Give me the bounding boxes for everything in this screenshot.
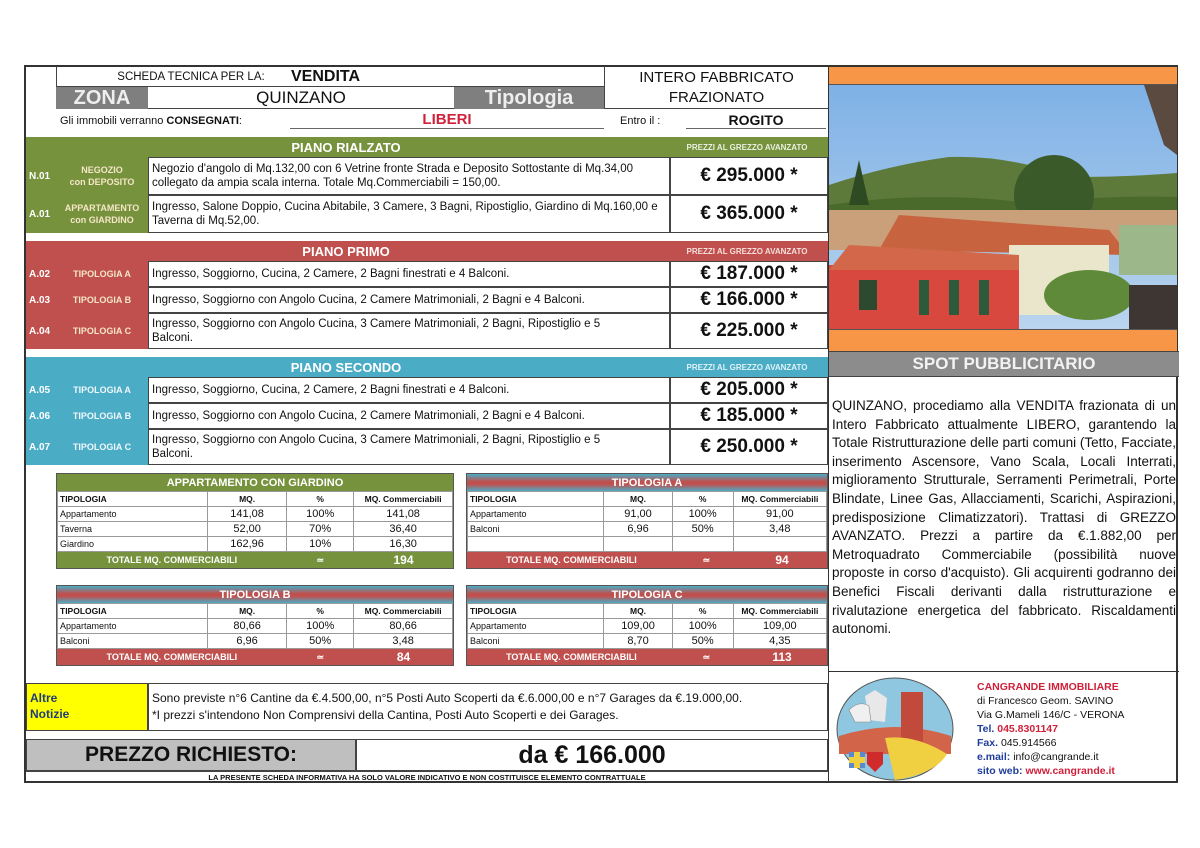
- section-piano-rialzato: [26, 137, 828, 157]
- unit-description: Ingresso, Soggiorno con Angolo Cucina, 2 Camere Matrimoniali, 2 Bagni e 4 Balconi.: [148, 287, 670, 313]
- cell: 52,00: [208, 522, 287, 537]
- total-value: 84: [396, 650, 411, 664]
- unit-code: N.01: [29, 170, 51, 182]
- unit-price: € 295.000 *: [670, 157, 828, 195]
- mq-table: [57, 491, 453, 552]
- cell: 70%: [287, 522, 354, 537]
- col-header: %: [287, 492, 354, 507]
- total-value: 194: [393, 553, 414, 567]
- table-appartamento-giardino: [56, 473, 454, 569]
- agency-email: [977, 750, 1124, 764]
- total-row: [467, 552, 827, 568]
- unit-description: Ingresso, Soggiorno, Cucina, 2 Camere, 2 Bagni finestrati e 4 Balconi.: [148, 377, 670, 403]
- approx-sign: ≃: [316, 651, 325, 662]
- prezzo-richiesto-label: PREZZO RICHIESTO:: [26, 739, 356, 771]
- tel-label: Tel.: [977, 723, 995, 735]
- cell: 6,96: [208, 634, 287, 649]
- zona-label: ZONA: [56, 87, 148, 109]
- cell: [468, 537, 604, 552]
- prezzo-richiesto-value: da € 166.000: [356, 739, 828, 771]
- unit-row-n01: [26, 157, 828, 195]
- left-panel: [26, 67, 828, 781]
- altre-line2: Notizie: [30, 707, 70, 721]
- cell: 80,66: [354, 619, 453, 634]
- prices-label: PREZZI AL GREZZO AVANZATO: [686, 362, 808, 372]
- unit-type: TIPOLOGIA B: [72, 411, 132, 421]
- web-label: sito web:: [977, 765, 1023, 777]
- col-header: TIPOLOGIA: [468, 492, 604, 507]
- disclaimer: LA PRESENTE SCHEDA INFORMATIVA HA SOLO VALORE INDICATIVO E NON COSTITUISCE ELEMENTO CONTRATTUALE: [26, 771, 828, 783]
- total-label: TOTALE MQ. COMMERCIABILI: [506, 555, 637, 565]
- cell: [672, 537, 733, 552]
- unit-type: TIPOLOGIA C: [72, 442, 132, 452]
- table-row: [58, 634, 453, 649]
- cell: 109,00: [733, 619, 826, 634]
- agency-owner: di Francesco Geom. SAVINO: [977, 695, 1114, 707]
- section-title: PIANO SECONDO: [290, 359, 402, 375]
- table-header-row: [58, 492, 453, 507]
- cell: 100%: [287, 507, 354, 522]
- cell: [733, 537, 826, 552]
- table-tipologia-c: [466, 585, 828, 666]
- col-header: %: [672, 492, 733, 507]
- unit-row-a04: [26, 313, 828, 349]
- entro-label: Entro il :: [620, 115, 661, 127]
- table-row: [58, 537, 453, 552]
- approx-sign: ≃: [316, 554, 325, 565]
- unit-price: € 185.000 *: [670, 403, 828, 429]
- scheda-label: SCHEDA TECNICA PER LA:: [117, 70, 265, 83]
- mq-table: [57, 603, 453, 649]
- table-title: TIPOLOGIA A: [467, 474, 827, 491]
- fax-label: Fax.: [977, 737, 999, 749]
- unit-price: € 187.000 *: [670, 261, 828, 287]
- consegna-row: [56, 109, 828, 133]
- cell: 10%: [287, 537, 354, 552]
- total-label: TOTALE MQ. COMMERCIABILI: [106, 652, 238, 662]
- unit-type-line1: NEGOZIO: [81, 165, 123, 175]
- prices-label: PREZZI AL GREZZO AVANZATO: [686, 142, 808, 152]
- unit-description: Ingresso, Salone Doppio, Cucina Abitabile, 3 Camere, 3 Bagni, Ripostiglio, Giardino di Mq.160,00 e Taverna di Mq.52,00.: [148, 195, 670, 233]
- web-link[interactable]: www.cangrande.it: [1025, 765, 1115, 777]
- total-label: TOTALE MQ. COMMERCIABILI: [506, 652, 637, 662]
- unit-row-a01: [26, 195, 828, 233]
- unit-code: A.03: [29, 294, 51, 306]
- unit-row-a05: [26, 377, 828, 403]
- photo-illustration: [829, 85, 1177, 329]
- col-header: MQ. Commerciabili: [733, 492, 826, 507]
- table-row: [58, 507, 453, 522]
- zona-value: QUINZANO: [148, 87, 454, 109]
- cell: Appartamento: [58, 619, 208, 634]
- col-header: MQ. Commerciabili: [733, 604, 826, 619]
- unit-price: € 205.000 *: [670, 377, 828, 403]
- col-header: MQ.: [604, 492, 672, 507]
- consegnati-colon: :: [238, 115, 242, 127]
- unit-description: Negozio d'angolo di Mq.132,00 con 6 Vetrine fronte Strada e Deposito Sottostante di Mq.34,00 collegato da ampia scala interna. Totale Mq.Commerciabili = 150,00.: [148, 157, 670, 195]
- unit-code: A.04: [29, 325, 51, 337]
- agency-tel: [977, 722, 1124, 736]
- entro-value: ROGITO: [686, 111, 826, 129]
- unit-type: [56, 195, 148, 233]
- consegnati-prefix: Gli immobili verranno: [60, 115, 167, 127]
- agency-info: [977, 680, 1124, 778]
- scheda-row: [56, 67, 604, 87]
- altre-text-line2: *I prezzi s'intendono Non Comprensivi della Cantina, Posti Auto Scoperti e dei Garages.: [152, 708, 619, 722]
- table-tipologia-a: [466, 473, 828, 569]
- table-header-row: [468, 604, 827, 619]
- altre-text-line1: Sono previste n°6 Cantine da €.4.500,00, n°5 Posti Auto Scoperti da €.6.000,00 e n°7 Garages da €.19.000,00.: [152, 691, 743, 705]
- unit-type: TIPOLOGIA A: [73, 385, 131, 395]
- tipologia-line2: FRAZIONATO: [668, 88, 765, 106]
- cell: 50%: [672, 634, 733, 649]
- table-title: TIPOLOGIA B: [57, 586, 453, 603]
- cell: 8,70: [604, 634, 672, 649]
- unit-row-a02: [26, 261, 828, 287]
- total-value: 113: [772, 650, 792, 664]
- scheda-value: VENDITA: [291, 67, 361, 85]
- table-row: [468, 537, 827, 552]
- unit-type-line2: con GIARDINO: [70, 215, 134, 225]
- cell: 100%: [672, 619, 733, 634]
- cell: 91,00: [733, 507, 826, 522]
- unit-description: Ingresso, Soggiorno con Angolo Cucina, 3 Camere Matrimoniali, 2 Bagni, Ripostiglio e 5 Balconi.: [148, 313, 670, 349]
- cell: 50%: [672, 522, 733, 537]
- unit-type: TIPOLOGIA B: [72, 295, 132, 305]
- unit-code: A.05: [29, 384, 51, 396]
- cell: Appartamento: [58, 507, 208, 522]
- col-header: %: [672, 604, 733, 619]
- consegnati-label: [60, 115, 242, 127]
- total-row: [467, 649, 827, 665]
- tipologia-value: [604, 67, 828, 109]
- total-value: 94: [775, 553, 789, 567]
- cell: 80,66: [208, 619, 287, 634]
- table-header-row: [468, 492, 827, 507]
- cell: Balconi: [58, 634, 208, 649]
- altre-notizie-text: [148, 683, 828, 731]
- col-header: TIPOLOGIA: [58, 492, 208, 507]
- fax-value: 045.914566: [1000, 737, 1057, 749]
- mq-table: [467, 491, 827, 552]
- prices-label: PREZZI AL GREZZO AVANZATO: [686, 246, 808, 256]
- tipologia-line1: INTERO FABBRICATO: [639, 68, 794, 86]
- unit-type-line2: con DEPOSITO: [69, 177, 135, 187]
- cell: Balconi: [468, 634, 604, 649]
- mq-table: [467, 603, 827, 649]
- table-title: TIPOLOGIA C: [467, 586, 827, 603]
- cell: 36,40: [354, 522, 453, 537]
- unit-description: Ingresso, Soggiorno, Cucina, 2 Camere, 2 Bagni finestrati e 4 Balconi.: [148, 261, 670, 287]
- col-header: MQ. Commerciabili: [354, 492, 453, 507]
- unit-type: TIPOLOGIA C: [72, 326, 132, 336]
- agency-web: [977, 764, 1124, 778]
- consegnati-value: LIBERI: [290, 111, 604, 129]
- unit-price: € 225.000 *: [670, 313, 828, 349]
- unit-price: € 250.000 *: [670, 429, 828, 465]
- orange-band-bottom: [829, 329, 1177, 351]
- cell: 141,08: [208, 507, 287, 522]
- unit-price: € 365.000 *: [670, 195, 828, 233]
- cell: 109,00: [604, 619, 672, 634]
- cell: 50%: [287, 634, 354, 649]
- total-label: TOTALE MQ. COMMERCIABILI: [106, 555, 238, 565]
- tel-value: 045.8301147: [997, 723, 1058, 735]
- cell: 4,35: [733, 634, 826, 649]
- right-panel: [828, 67, 1178, 781]
- col-header: %: [287, 604, 354, 619]
- email-label: e.mail:: [977, 751, 1011, 763]
- altre-notizie-label: [26, 683, 148, 731]
- agency-contact: [829, 671, 1179, 785]
- table-row: [58, 619, 453, 634]
- approx-sign: ≃: [702, 651, 711, 662]
- cell: Appartamento: [468, 507, 604, 522]
- col-header: MQ.: [208, 492, 287, 507]
- col-header: TIPOLOGIA: [468, 604, 604, 619]
- col-header: MQ. Commerciabili: [354, 604, 453, 619]
- table-row: [468, 619, 827, 634]
- table-row: [468, 522, 827, 537]
- cell: 141,08: [354, 507, 453, 522]
- unit-code: A.01: [29, 208, 51, 220]
- table-row: [58, 522, 453, 537]
- cell: 91,00: [604, 507, 672, 522]
- unit-row-a03: [26, 287, 828, 313]
- agency-fax: [977, 736, 1124, 750]
- spot-title: SPOT PUBBLICITARIO: [829, 351, 1179, 377]
- tipologia-label: Tipologia: [454, 87, 604, 109]
- unit-description: Ingresso, Soggiorno con Angolo Cucina, 3 Camere Matrimoniali, 2 Bagni, Ripostiglio e 5 Balconi.: [148, 429, 670, 465]
- orange-band-top: [829, 67, 1177, 85]
- total-row: [57, 649, 453, 665]
- agency-logo: [835, 676, 955, 782]
- unit-type: TIPOLOGIA A: [73, 269, 131, 279]
- scheda-tecnica: [24, 65, 1178, 783]
- cell: Balconi: [468, 522, 604, 537]
- spot-text: QUINZANO, procediamo alla VENDITA frazionata di un Intero Fabbricato attualmente LIBERO, garantendo la Totale Ristrutturazione delle parti comuni (Tetto, Facciate, inserimento Ascensore, Vano Scala, Locali Interrati, miglioramento Strutturale, Serramenti Perimetrali, Porte Blindate, Linee Gas, Allacciamenti, Scarichi, Aspirazioni, predisposizione Climatizzatori). Trattasi di GREZZO AVANZATO. Prezzi a partire da €.1.882,00 per Metroquadrato Commerciabile (possibilità nuove proposte in corso d'acquisto). Gli acquirenti godranno dei Benefici Fiscali derivanti dalla ristrutturazione e rivalutazione energetica del fabbricato. Riscaldamenti autonomi.: [832, 398, 1176, 637]
- section-title: PIANO RIALZATO: [291, 139, 401, 155]
- table-row: [468, 634, 827, 649]
- section-title: PIANO PRIMO: [302, 243, 390, 259]
- section-piano-primo: [26, 241, 828, 261]
- col-header: TIPOLOGIA: [58, 604, 208, 619]
- cell: 3,48: [354, 634, 453, 649]
- cell: Appartamento: [468, 619, 604, 634]
- cell: 100%: [672, 507, 733, 522]
- cell: Taverna: [58, 522, 208, 537]
- unit-type: [56, 157, 148, 195]
- total-row: [57, 552, 453, 568]
- unit-code: A.02: [29, 268, 51, 280]
- unit-price: € 166.000 *: [670, 287, 828, 313]
- cell: Giardino: [58, 537, 208, 552]
- property-photo: [829, 85, 1177, 329]
- cell: 100%: [287, 619, 354, 634]
- agency-name: CANGRANDE IMMOBILIARE: [977, 681, 1119, 693]
- consegnati-bold: CONSEGNATI: [166, 115, 239, 127]
- cell: 6,96: [604, 522, 672, 537]
- table-header-row: [58, 604, 453, 619]
- altre-line1: Altre: [30, 691, 58, 705]
- unit-type-line1: APPARTAMENTO: [64, 203, 140, 213]
- approx-sign: ≃: [702, 554, 711, 565]
- col-header: MQ.: [604, 604, 672, 619]
- unit-description: Ingresso, Soggiorno con Angolo Cucina, 2 Camere Matrimoniali, 2 Bagni e 4 Balconi.: [148, 403, 670, 429]
- unit-code: A.06: [29, 410, 51, 422]
- cell: 3,48: [733, 522, 826, 537]
- agency-address: Via G.Mameli 146/C - VERONA: [977, 709, 1125, 721]
- col-header: MQ.: [208, 604, 287, 619]
- unit-row-a06: [26, 403, 828, 429]
- unit-row-a07: [26, 429, 828, 465]
- section-piano-secondo: [26, 357, 828, 377]
- unit-code: A.07: [29, 441, 51, 453]
- cell: 162,96: [208, 537, 287, 552]
- table-row: [468, 507, 827, 522]
- email-link[interactable]: info@cangrande.it: [1013, 751, 1099, 763]
- cell: [604, 537, 672, 552]
- table-tipologia-b: [56, 585, 454, 666]
- table-title: APPARTAMENTO CON GIARDINO: [57, 474, 453, 491]
- cell: 16,30: [354, 537, 453, 552]
